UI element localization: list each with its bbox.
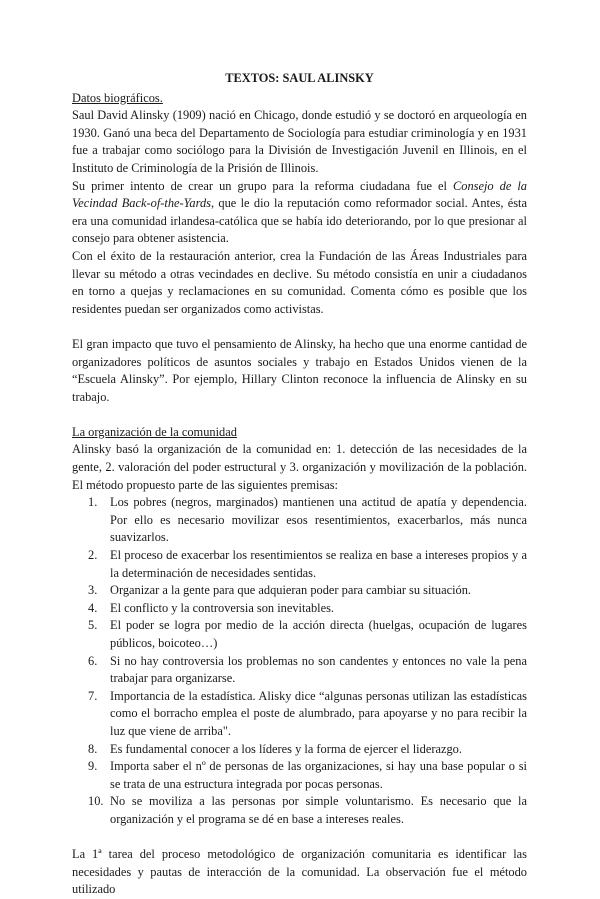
list-number: 8. — [88, 741, 98, 756]
list-item-text: Importancia de la estadística. Alisky dice “algunas personas utilizan las estadísticas como el borracho emplea el poste de alumbrado, para apoyarse y no para recibir la luz que viene de arriba". — [110, 688, 527, 738]
section-heading-biografia: Datos biográficos. — [72, 90, 163, 105]
paragraph: La 1ª tarea del proceso metodológico de organización comunitaria es identificar las necesidades y pautas de interacción de la comunidad. La observación fue el método utilizado — [72, 847, 527, 897]
list-item-text: Importa saber el nº de personas de las organizaciones, si hay una base popular o si se trata de una estructura integrada por pocas personas. — [110, 759, 527, 791]
list-item-text: Organizar a la gente para que adquieran poder para cambiar su situación. — [110, 583, 471, 598]
list-item — [72, 600, 527, 618]
list-number: 7. — [88, 688, 98, 703]
list-number: 10. — [88, 794, 104, 809]
paragraph: Saul David Alinsky (1909) nació en Chicago, donde estudió y se doctoró en arqueología en 1930. Ganó una beca del Departamento de Sociología para estudiar criminología y en 1931 fue a trabajar como sociólogo para la División de Investigación Juvenil en Illinois, en el Instituto de Criminología de la Prisión de Illinois. — [72, 108, 527, 175]
list-item — [72, 547, 527, 582]
paragraph: El gran impacto que tuvo el pensamiento de Alinsky, ha hecho que una enorme cantidad de organizadores políticos de asuntos sociales y trabajo en Estados Unidos vienen de la “Escuela Alinsky”. Por ejemplo, Hillary Clinton reconoce la influencia de Alinsky en su trabajo. — [72, 336, 527, 404]
list-item-text: Es fundamental conocer a los líderes y la forma de ejercer el liderazgo. — [110, 741, 462, 756]
list-item — [72, 758, 527, 793]
list-item — [72, 617, 527, 652]
list-item-text: Los pobres (negros, marginados) mantienen una actitud de apatía y dependencia. Por ello es necesario movilizar esos resentimientos, exacerbarlos, más nunca suavizarlos. — [110, 495, 527, 545]
list-item — [72, 582, 527, 600]
paragraph: Con el éxito de la restauración anterior, crea la Fundación de las Áreas Industriales para llevar su método a otras vecindades en declive. Su método consistía en unir a ciudadanos en torno a quejas y reclamaciones en su comunidad. Comenta cómo es posible que los residentes puedan ser organizados como activistas. — [72, 248, 527, 316]
list-item — [72, 793, 527, 828]
italic-term: Consejo de la Vecindad Back-of-the-Yards — [72, 178, 527, 211]
list-item-text: Si no hay controversia los problemas no son candentes y entonces no vale la pena trabajar para organizarse. — [110, 653, 527, 686]
paragraph — [72, 178, 527, 248]
premises-list — [72, 494, 527, 828]
list-item-text: El poder se logra por medio de la acción directa (huelgas, ocupación de lugares públicos, boicoteo…) — [110, 618, 527, 650]
paragraph-spacer — [72, 829, 527, 847]
paragraph-spacer — [72, 318, 527, 336]
list-item — [72, 494, 527, 547]
list-number: 5. — [88, 618, 98, 633]
list-item — [72, 653, 527, 688]
list-item — [72, 741, 527, 759]
paragraph-text: Su primer intento de crear un grupo para la reforma ciudadana fue el — [72, 178, 453, 193]
section-heading-organizacion: La organización de la comunidad — [72, 424, 237, 439]
list-number: 1. — [88, 495, 98, 510]
list-number: 3. — [88, 583, 98, 598]
paragraph: Alinsky basó la organización de la comunidad en: 1. detección de las necesidades de la gente, 2. valoración del poder estructural y 3. organización y movilización de la población. El método propuesto parte de las siguientes premisas: — [72, 442, 527, 492]
paragraph-spacer — [72, 406, 527, 424]
list-number: 4. — [88, 600, 98, 615]
document-title: TEXTOS: SAUL ALINSKY — [225, 71, 374, 85]
list-item-text: El conflicto y la controversia son inevitables. — [110, 600, 334, 615]
list-item-text: No se moviliza a las personas por simple voluntarismo. Es necesario que la organización y el programa se dé en base a intereses reales. — [110, 794, 527, 826]
document-page — [72, 70, 527, 899]
list-number: 9. — [88, 759, 98, 774]
list-number: 2. — [88, 548, 98, 563]
list-item — [72, 688, 527, 741]
list-number: 6. — [88, 653, 98, 668]
paragraph-text: , que le dio la reputación como reformador social. Antes, ésta era una comunidad irlandesa-católica que se había ido deteriorando, por lo que presionar al consejo para obtener asistencia. — [72, 196, 527, 246]
list-item-text: El proceso de exacerbar los resentimientos se realiza en base a intereses propios y a la determinación de necesidades sentidas. — [110, 548, 527, 580]
